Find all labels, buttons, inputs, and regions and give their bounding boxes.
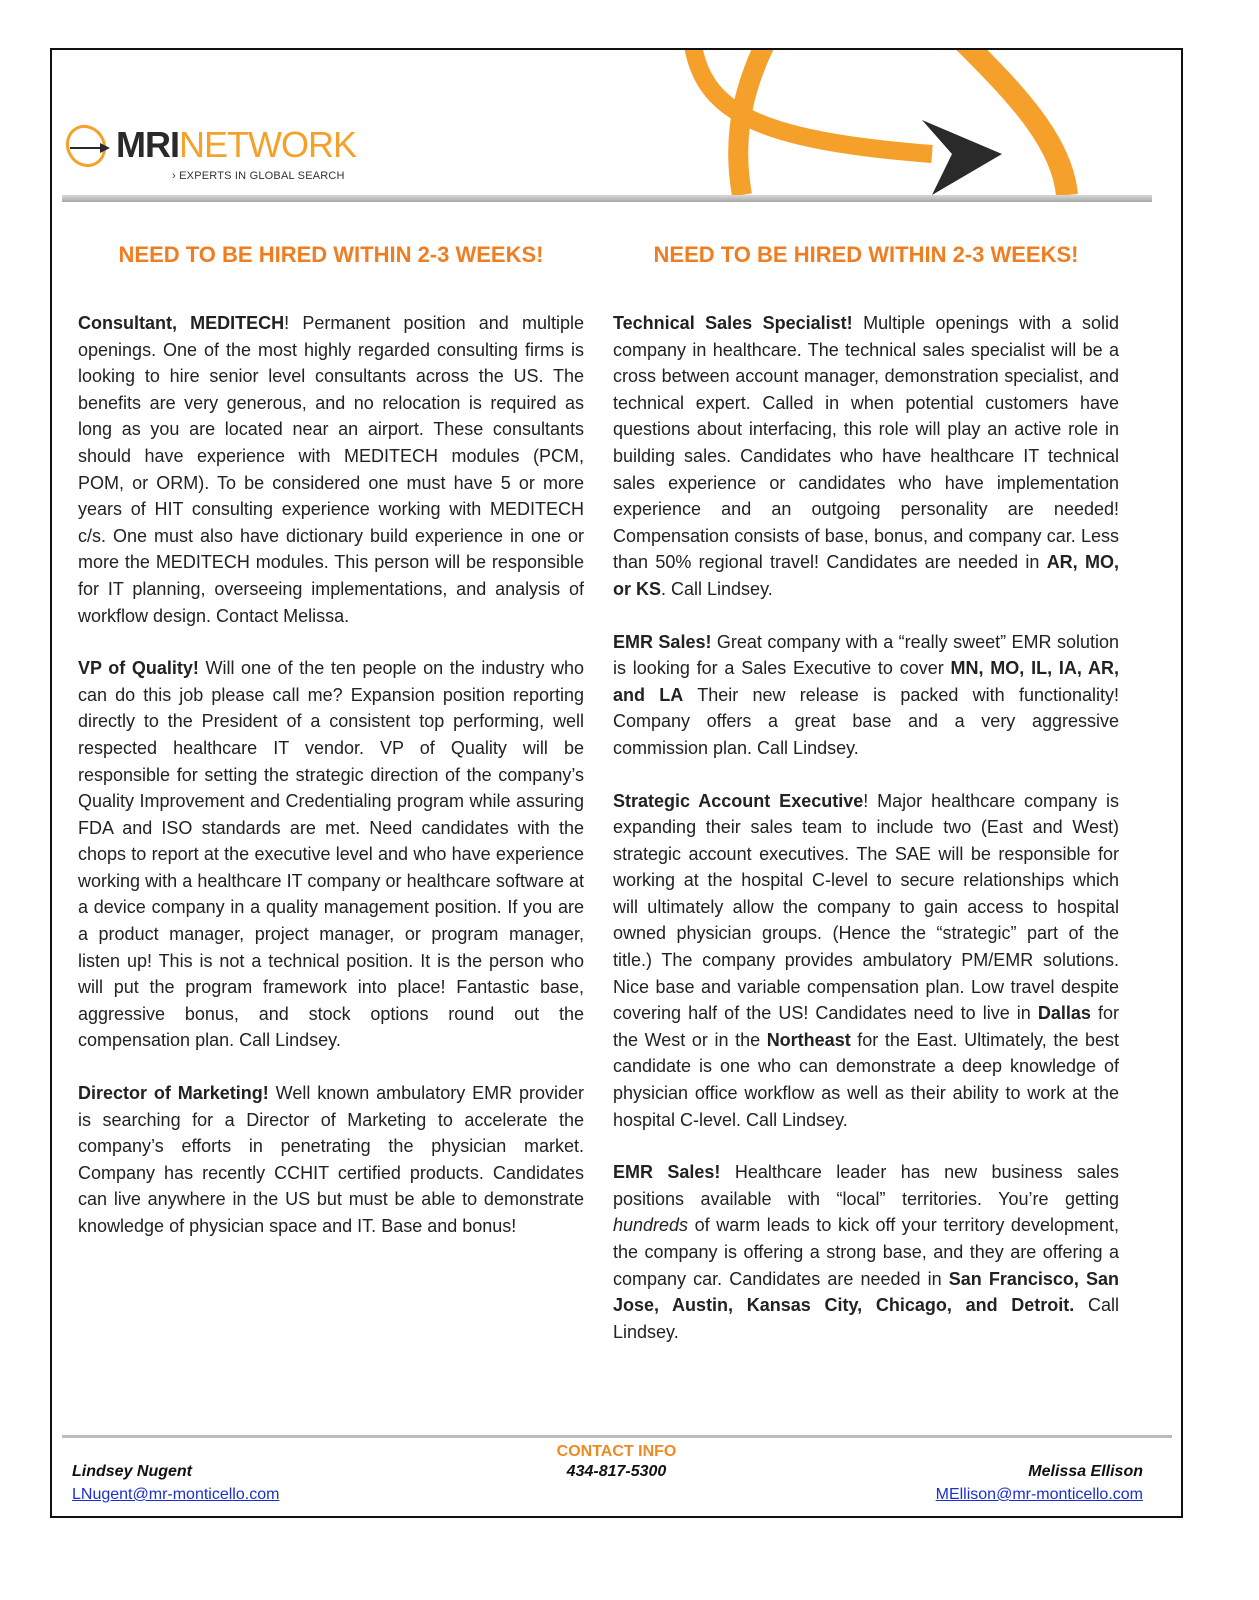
job-listing: [613, 788, 1119, 1134]
contact-phone: 434-817-5300: [566, 1463, 667, 1480]
email-link-lindsey[interactable]: LNugent@mr-monticello.com: [72, 1486, 280, 1503]
job-description-text: Will one of the ten people on the industry who can do this job please call me? Expansion position reporting directly to the President of a consistent top performing, well respected healthcare IT vendor. VP of Quality will be responsible for setting the strategic direction of the company’s Quality Improvement and Credentialing program while assuring FDA and ISO standards are met. Need candidates with the chops to report at the executive level and who have experience working with a healthcare IT company or healthcare software at a device company in a quality management position. If you are a product manager, project manager, or program manager, listen up! This is not a technical position. It is the person who will put the program framework into place! Fantastic base, aggressive bonus, and stock options round out the compensation plan. Call Lindsey.: [78, 658, 585, 1051]
job-listing: [78, 310, 584, 629]
job-listing: [613, 1159, 1119, 1345]
job-title: EMR Sales!: [613, 631, 712, 652]
left-column-heading: NEED TO BE HIRED WITHIN 2-3 WEEKS!: [118, 242, 544, 267]
header-divider-bar: [62, 195, 1152, 202]
job-description-text: AR, MO, or KS: [613, 552, 1119, 599]
job-description-text: Great company with a “really sweet” EMR solution is looking for a Sales Executive to cover: [613, 631, 1119, 679]
left-column: [78, 240, 584, 1266]
logo-tagline: › EXPERTS IN GLOBAL SEARCH: [172, 170, 345, 182]
job-listing: [78, 655, 584, 1054]
job-title: Technical Sales Specialist!: [613, 313, 853, 333]
job-description-text: Call Lindsey.: [613, 1295, 1120, 1342]
left-job-listings: [78, 310, 584, 1240]
job-description-text: Dallas: [1037, 1003, 1091, 1024]
right-column: [613, 240, 1119, 1371]
job-title: EMR Sales!: [613, 1162, 721, 1183]
right-job-listings: [613, 310, 1119, 1345]
job-description-text: ! Permanent position and multiple openings. One of the most highly regarded consulting firms is looking to hire senior level consultants across the US. The benefits are very generous, and no relocation is required as long as you are located near an airport. These consultants should have experience with MEDITECH modules (PCM, POM, or ORM). To be considered one must have 5 or more years of HIT consulting experience working with MEDITECH c/s. One must also have dictionary build experience in one or more the MEDITECH modules. This person will be responsible for IT planning, overseeing implementations, and analysis of workflow design. Contact Melissa.: [78, 313, 584, 626]
job-description-text: Northeast: [766, 1029, 851, 1050]
job-listing: [613, 629, 1119, 762]
job-description-text: . Call Lindsey.: [661, 578, 773, 599]
job-description-text: hundreds: [613, 1215, 689, 1236]
job-title: Strategic Account Executive: [613, 790, 864, 811]
job-listing: [78, 1080, 584, 1240]
job-description-text: ! Major healthcare company is expanding their sales team to include two (East and West) strategic account executives. The SAE will be responsible for working at the hospital C-level to secure relationships which will ultimately allow the company to gain access to hospital owned physician groups. (Hence the “strategic” part of the title.) The company provides ambulatory PM/EMR solutions. Nice base and variable compensation plan. Low travel despite covering half of the US! Candidates need to live in: [613, 790, 1119, 1024]
job-title: Consultant, MEDITECH: [78, 313, 285, 333]
job-title: Director of Marketing!: [78, 1083, 269, 1104]
job-description-text: Multiple openings with a solid company in healthcare. The technical sales specialist will be a cross between account manager, demonstration specialist, and technical expert. Called in when potential customers have questions about interfacing, this role will play an active role in building sales. Candidates who have healthcare IT technical sales experience or candidates who have implementation experience and an outgoing personality are needed! Compensation consists of base, bonus, and company car. Less than 50% regional travel! Candidates are needed in: [613, 313, 1119, 573]
job-description-text: for the West or in the: [613, 1003, 1119, 1050]
logo-wordmark: MRINETWORK: [116, 124, 356, 165]
right-column-heading: NEED TO BE HIRED WITHIN 2-3 WEEKS!: [653, 242, 1079, 267]
job-description-text: Healthcare leader has new business sales positions available with “local” territories. You’re getting: [613, 1162, 1119, 1209]
job-listing: [613, 310, 1119, 603]
job-description-text: San Francisco, San Jose, Austin, Kansas City, Chicago, and Detroit.: [613, 1268, 1119, 1316]
job-description-text: for the East. Ultimately, the best candidate is one who can demonstrate a deep knowledge of physician office workflow as well as their ability to work at the hospital C-level. Call Lindsey.: [613, 1029, 1119, 1130]
mri-network-logo: [60, 118, 380, 188]
contact-name-lindsey: Lindsey Nugent: [72, 1463, 193, 1480]
logo-orbit-icon: [60, 122, 120, 172]
job-description-text: MN, MO, IL, IA, AR, and LA: [613, 658, 1119, 705]
job-flyer-page: [50, 48, 1183, 1518]
job-title: VP of Quality!: [78, 658, 199, 679]
job-description-text: of warm leads to kick off your territory development, the company is offering a strong base, and they are offering a company car. Candidates are needed in: [613, 1215, 1119, 1289]
footer-divider: [62, 1435, 1172, 1438]
contact-name-melissa: Melissa Ellison: [1028, 1463, 1143, 1480]
job-description-text: Well known ambulatory EMR provider is searching for a Director of Marketing to accelerate the company’s efforts in penetrating the physician market. Company has recently CCHIT certified products. Candidates can live anywhere in the US but must be able to demonstrate knowledge of physician space and IT. Base and bonus!: [78, 1083, 584, 1236]
email-link-melissa[interactable]: MEllison@mr-monticello.com: [935, 1486, 1143, 1503]
job-description-text: Their new release is packed with functionality! Company offers a great base and a very aggressive commission plan. Call Lindsey.: [613, 684, 1119, 758]
contact-info-title: CONTACT INFO: [556, 1443, 677, 1460]
